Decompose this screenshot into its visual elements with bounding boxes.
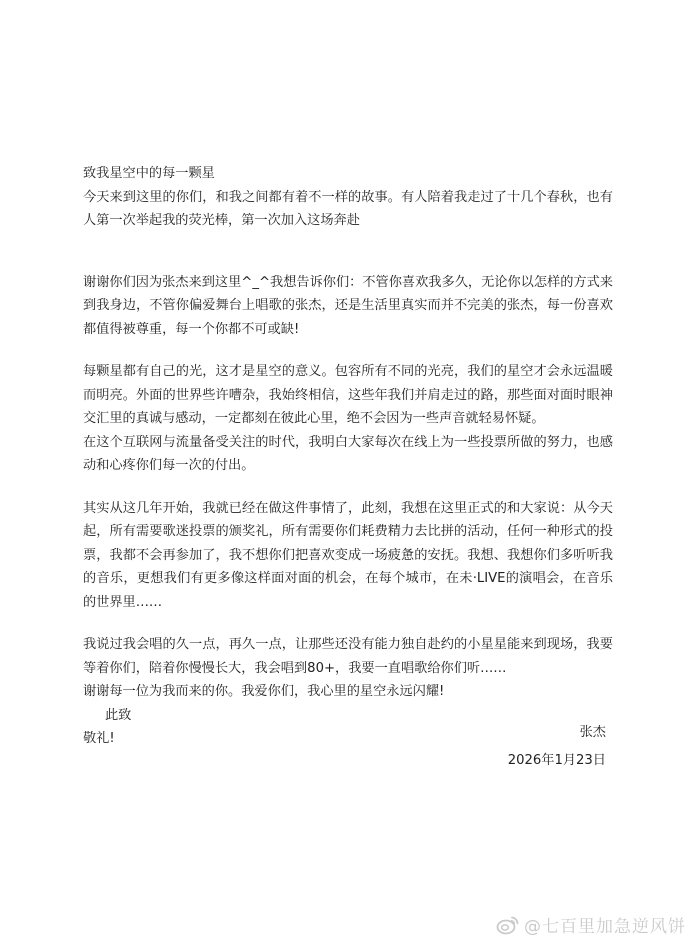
watermark xyxy=(496,912,686,937)
signature-block xyxy=(508,719,606,775)
letter-paragraph: 今天来到这里的你们，和我之间都有着不一样的故事。有人陪着我走过了十几个春秋，也有人第一次举起我的荧光棒，第一次加入这场奔赴 xyxy=(83,189,613,228)
letter-body xyxy=(83,162,613,751)
signature-date: 2026年1月23日 xyxy=(507,753,606,768)
letter-salutation: 致我星空中的每一颗星 xyxy=(83,166,215,181)
letter-paragraph: 其实从这几年开始，我就已经在做这件事情了，此刻，我想在这里正式的和大家说：从今天起，所有需要歌迷投票的颁奖礼，所有需要你们耗费精力去比拼的活动，任何一种形式的投票，我都不会再参加了，我不想你们把喜欢变成一场疲惫的安抚。我想、我想你们多听听我的音乐，更想我们有更多像这样面对面的机会，在每个城市，在未·LIVE的演唱会，在音乐的世界里…… xyxy=(83,500,613,610)
letter-paragraph: 谢谢你们因为张杰来到这里^_^我想告诉你们：不管你喜欢我多久，无论你以怎样的方式来到我身边，不管你偏爱舞台上唱歌的张杰，还是生活里真实而并不完美的张杰，每一份喜欢都值得被尊重，每一个你都不可或缺! xyxy=(83,274,613,337)
letter-paragraph: 每颗星都有自己的光，这才是星空的意义。包容所有不同的光亮，我们的星空才会永远温暖而明亮。外面的世界些许嘈杂，我始终相信，这些年我们并肩走过的路，那些面对面时眼神交汇里的真诚与感动，一定都刻在彼此心里，绝不会因为一些声音就轻易怀疑。 xyxy=(83,364,613,426)
letter-paragraph: 我说过我会唱的久一点，再久一点，让那些还没有能力独自赴约的小星星能来到现场，我要等着你们，陪着你慢慢长大，我会唱到80+，我要一直唱歌给你们听…… xyxy=(83,637,613,676)
paragraph-gap xyxy=(83,478,613,497)
closing-line-2: 敬礼! xyxy=(83,731,115,746)
paragraph-gap xyxy=(83,252,613,271)
weibo-icon xyxy=(496,915,520,935)
paragraph-gap xyxy=(83,341,613,360)
closing-line-1: 此致 xyxy=(105,707,132,723)
signature-name: 张杰 xyxy=(579,725,606,740)
letter-paragraph: 谢谢每一位为我而来的你。我爱你们，我心里的星空永远闪耀! xyxy=(83,684,445,699)
paragraph-gap xyxy=(83,233,613,252)
watermark-text: @七百里加急逆风饼 xyxy=(524,917,686,937)
paragraph-gap xyxy=(83,614,613,633)
letter-paragraph: 在这个互联网与流量备受关注的时代，我明白大家每次在线上为一些投票所做的努力，也感动和心疼你们每一次的付出。 xyxy=(83,434,613,473)
